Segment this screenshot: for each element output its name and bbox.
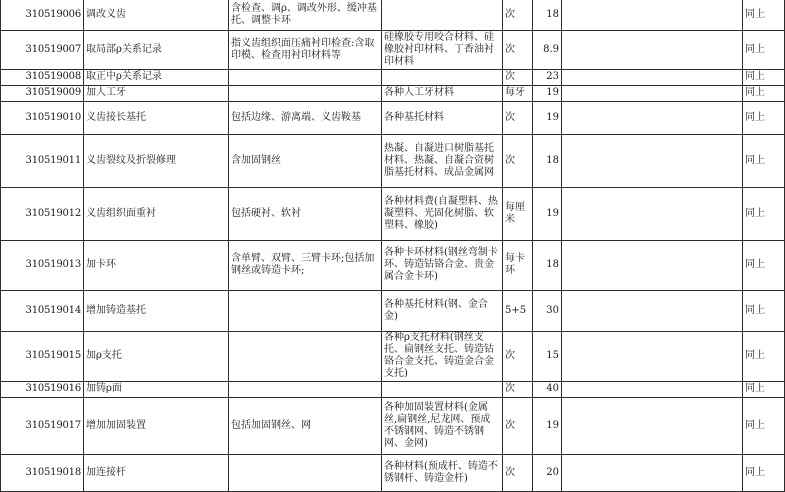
item-description — [229, 290, 382, 331]
item-code: 310519017 — [1, 397, 84, 454]
item-unit: 次 — [503, 134, 533, 187]
item-note: 同上 — [743, 30, 785, 69]
item-name: 加连接杆 — [84, 454, 229, 491]
table-row — [1, 240, 785, 290]
item-description: 包括加固钢丝、网 — [229, 397, 382, 454]
item-blank-cell — [562, 69, 743, 85]
item-description: 含检查、调ρ、调改外形、缓冲基托、调整卡环 — [229, 0, 382, 30]
item-note: 同上 — [743, 134, 785, 187]
item-materials — [382, 381, 503, 397]
item-code: 310519012 — [1, 187, 84, 240]
item-description — [229, 381, 382, 397]
item-description: 包括边缘、游离端、义齿鞍基 — [229, 101, 382, 134]
item-name: 取局部ρ关系记录 — [84, 30, 229, 69]
item-description: 含加固钢丝 — [229, 134, 382, 187]
item-name: 义齿裂纹及折裂修理 — [84, 134, 229, 187]
table-row — [1, 381, 785, 397]
item-note: 同上 — [743, 187, 785, 240]
item-description: 含单臂、双臂、三臂卡环;包括加钢丝或铸造卡环; — [229, 240, 382, 290]
item-name: 义齿组织面重衬 — [84, 187, 229, 240]
item-blank-cell — [562, 187, 743, 240]
item-description — [229, 331, 382, 381]
item-name: 义齿接长基托 — [84, 101, 229, 134]
item-code: 310519010 — [1, 101, 84, 134]
item-price: 19 — [533, 101, 562, 134]
item-unit: 次 — [503, 101, 533, 134]
item-materials: 各种材料费(自凝塑料、热凝塑料、光固化树脂、软塑料、橡胶) — [382, 187, 503, 240]
item-description — [229, 85, 382, 101]
item-unit: 次 — [503, 331, 533, 381]
item-materials: 各种加固装置材料(金属丝,扁钢丝,尼龙网、预成不锈钢网、铸造不锈钢网、金网) — [382, 397, 503, 454]
item-unit: 次 — [503, 30, 533, 69]
item-code: 310519011 — [1, 134, 84, 187]
item-materials: 各种人工牙材料 — [382, 85, 503, 101]
item-description: 包括硬衬、软衬 — [229, 187, 382, 240]
item-code: 310519016 — [1, 381, 84, 397]
item-materials: 硅橡胶专用咬合材料、硅橡胶衬印材料、丁香油衬印材料 — [382, 30, 503, 69]
item-blank-cell — [562, 85, 743, 101]
item-code: 310519014 — [1, 290, 84, 331]
item-description — [229, 69, 382, 85]
item-note: 同上 — [743, 331, 785, 381]
item-description: 指义齿组织面压痛衬印检查:含取印模、检查用衬印材料等 — [229, 30, 382, 69]
item-code: 310519018 — [1, 454, 84, 491]
item-blank-cell — [562, 134, 743, 187]
item-price: 18 — [533, 134, 562, 187]
item-note: 同上 — [743, 397, 785, 454]
item-name: 调改义齿 — [84, 0, 229, 30]
item-unit: 每厘米 — [503, 187, 533, 240]
item-note: 同上 — [743, 381, 785, 397]
item-unit: 次 — [503, 69, 533, 85]
item-note: 同上 — [743, 101, 785, 134]
item-price: 19 — [533, 187, 562, 240]
item-price: 40 — [533, 381, 562, 397]
table-row — [1, 187, 785, 240]
table-row — [1, 134, 785, 187]
item-price: 18 — [533, 240, 562, 290]
table-row — [1, 290, 785, 331]
item-unit: 次 — [503, 381, 533, 397]
item-name: 加人工牙 — [84, 85, 229, 101]
item-price: 19 — [533, 85, 562, 101]
item-materials: 各种基托材料(钢、金合金) — [382, 290, 503, 331]
item-code: 310519007 — [1, 30, 84, 69]
item-price: 18 — [533, 0, 562, 30]
item-code: 310519015 — [1, 331, 84, 381]
item-note: 同上 — [743, 0, 785, 30]
item-code: 310519006 — [1, 0, 84, 30]
item-materials: 各种材料(预成杆、铸造不锈钢杆、铸造金杆) — [382, 454, 503, 491]
item-name: 加ρ支托 — [84, 331, 229, 381]
item-note: 同上 — [743, 290, 785, 331]
item-price: 19 — [533, 397, 562, 454]
item-name: 加铸ρ面 — [84, 381, 229, 397]
item-price: 20 — [533, 454, 562, 491]
item-description — [229, 454, 382, 491]
item-materials: 各种ρ支托材料(钢丝支托、扁钢丝支托、铸造钴铬合金支托、铸造金合金支托) — [382, 331, 503, 381]
item-note: 同上 — [743, 454, 785, 491]
item-note: 同上 — [743, 69, 785, 85]
table-row — [1, 69, 785, 85]
table-row — [1, 0, 785, 30]
item-note: 同上 — [743, 85, 785, 101]
item-code: 310519013 — [1, 240, 84, 290]
item-unit: 5+5 — [503, 290, 533, 331]
table-row — [1, 331, 785, 381]
item-name: 增加铸造基托 — [84, 290, 229, 331]
item-blank-cell — [562, 331, 743, 381]
item-materials: 热凝、自凝进口树脂基托材料、热凝、自凝合资树脂基托材料、成品金属网 — [382, 134, 503, 187]
item-materials: 各种卡环材料(钢丝弯制卡环、铸造钴铬合金、贵金属合金卡环) — [382, 240, 503, 290]
item-unit: 次 — [503, 454, 533, 491]
item-unit: 次 — [503, 0, 533, 30]
item-name: 加卡环 — [84, 240, 229, 290]
item-blank-cell — [562, 0, 743, 30]
item-materials — [382, 0, 503, 30]
item-note: 同上 — [743, 240, 785, 290]
item-blank-cell — [562, 397, 743, 454]
item-materials — [382, 69, 503, 85]
item-blank-cell — [562, 101, 743, 134]
item-name: 增加加固装置 — [84, 397, 229, 454]
item-code: 310519008 — [1, 69, 84, 85]
item-blank-cell — [562, 240, 743, 290]
table-row — [1, 85, 785, 101]
table-row — [1, 30, 785, 69]
item-price: 15 — [533, 331, 562, 381]
item-price: 30 — [533, 290, 562, 331]
item-price: 23 — [533, 69, 562, 85]
item-blank-cell — [562, 381, 743, 397]
item-unit: 每牙 — [503, 85, 533, 101]
item-materials: 各种基托材料 — [382, 101, 503, 134]
table-row — [1, 397, 785, 454]
item-unit: 次 — [503, 397, 533, 454]
table-row — [1, 101, 785, 134]
item-blank-cell — [562, 454, 743, 491]
item-name: 取正中ρ关系记录 — [84, 69, 229, 85]
item-code: 310519009 — [1, 85, 84, 101]
item-price: 8.9 — [533, 30, 562, 69]
item-blank-cell — [562, 290, 743, 331]
item-blank-cell — [562, 30, 743, 69]
item-unit: 每卡环 — [503, 240, 533, 290]
table-row — [1, 454, 785, 491]
